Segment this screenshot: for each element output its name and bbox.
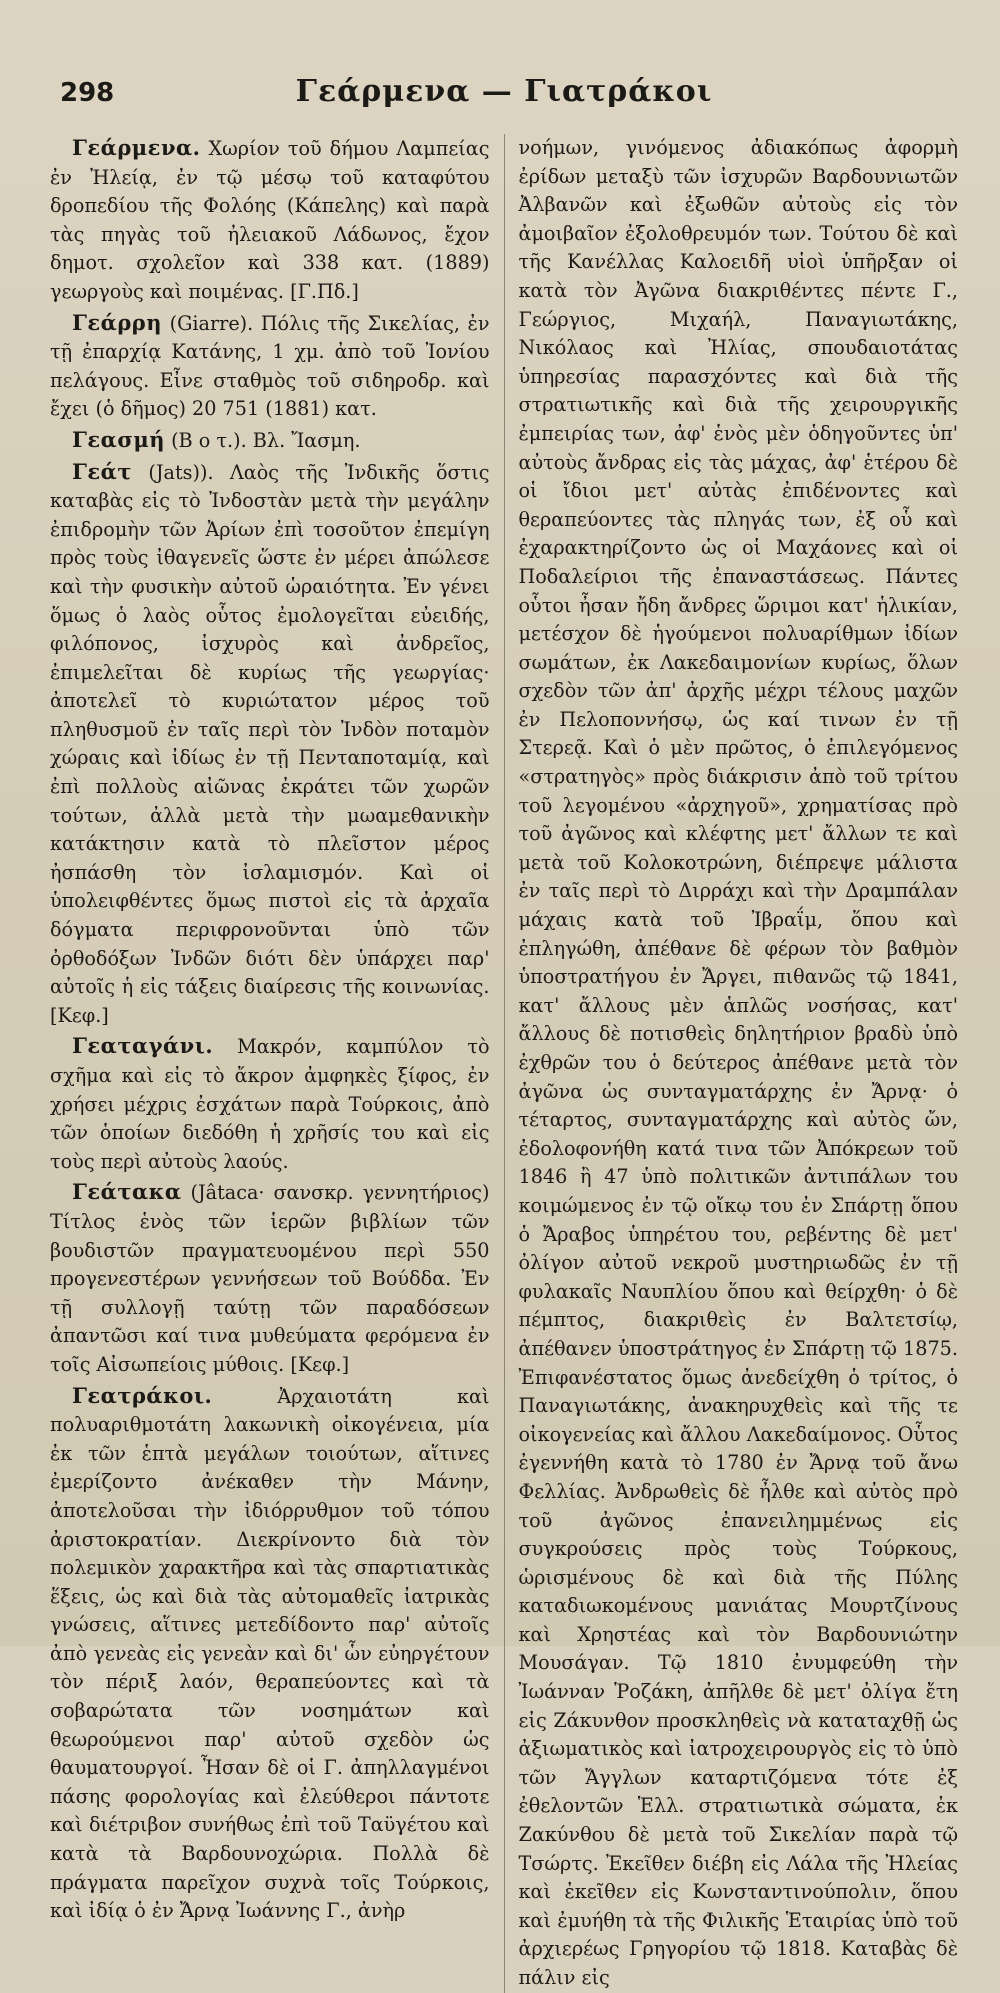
page-header [50, 70, 958, 130]
entry-geasmi [50, 426, 490, 456]
entry-geataka [50, 1178, 490, 1379]
entry-text: (Giarre). Πόλις τῆς Σικελίας, ἐν τῇ ἐπαρχίᾳ Κατάνης, 1 χμ. ἀπὸ τοῦ Ἰονίου πελάγους. Εἶνε σταθμὸς τοῦ σιδηροδρ. καὶ ἔχει (ὁ δῆμος) 20 751 (1881) κατ. [50, 311, 490, 421]
page-number: 298 [60, 78, 115, 108]
entry-text: (Jats)). Λαὸς τῆς Ἰνδικῆς ὅστις καταβὰς εἰς τὸ Ἰνδοστὰν μετὰ τὴν μεγάλην ἐπιδρομὴν τῶν Ἀρίων ἐπὶ τοσοῦτον ἐπεμίγη πρὸς τοὺς ἰθαγενεῖς ὥστε ἐν μέρει ἀπώλεσε καὶ τὴν φυσικὴν αὐτοῦ ὡραιότητα. Ἐν γένει ὅμως ὁ λαὸς οὗτος ἐμολογεῖται εὐειδής, φιλόπονος, ἰσχυρὸς καὶ ἀνδρεῖος, ἐπιμελεῖται δὲ κυρίως τῆς γεωργίας· ἀποτελεῖ τὸ κυριώτατον μέρος τοῦ πληθυσμοῦ ἐν ταῖς περὶ τὸν Ἰνδὸν ποταμὸν χώραις καὶ ἰδίως ἐν τῇ Πενταποταμίᾳ, καὶ ἐπὶ πολλοὺς αἰῶνας ἐκράτει τῶν χωρῶν τούτων, ἀλλὰ μετὰ τὴν μωαμεθανικὴν κατάκτησιν κατὰ τὸ πλεῖστον μέρος ἠσπάσθη τὸν ἰσλαμισμόν. Καὶ οἱ ὑπολειφθέντες ὅμως πιστοὶ εἰς τὰ ἀρχαῖα δόγματα περιφρονοῦνται ὑπὸ τῶν ὀρθοδόξων Ἰνδῶν διότι δὲν ὑπάρχει παρ' αὐτοῖς ἡ εἰς τάξεις διαίρεσις τῆς κοινωνίας. [Κεφ.] [50, 460, 490, 1027]
lemma: Γεατράκοι. [72, 1382, 213, 1408]
lemma: Γεαταγάνι. [72, 1033, 214, 1059]
entry-geatagani [50, 1032, 490, 1176]
lemma: Γεάτ [72, 458, 132, 484]
entry-continuation: νοήμων, γινόμενος ἀδιακόπως ἀφορμὴ ἐρίδων μεταξὺ τῶν ἰσχυρῶν Βαρδουνιωτῶν Ἀλβανῶν καὶ ἐξωθῶν αὐτοὺς εἰς τὸν ἀμοιβαῖον ἐξολοθρευμόν των. Τούτου δὲ καὶ τῆς Κανέλλας Καλοειδῆ υἱοὶ ὑπῆρξαν οἱ κατὰ τὸν Ἀγῶνα διακριθέντες πέντε Γ., Γεώργιος, Μιχαήλ, Παναγιωτάκης, Νικόλαος καὶ Ἠλίας, σπουδαιοτάτας ὑπηρεσίας παρασχόντες καὶ διὰ τῆς στρατιωτικῆς καὶ διὰ τῆς χειρουργικῆς ἐμπειρίας των, ἀφ' ἑνὸς μὲν ὁδηγοῦντες ὑπ' αὐτοὺς ἄνδρας εἰς τὰς μάχας, ἀφ' ἑτέρου δὲ οἱ ἴδιοι μετ' αὐτὰς ἐπιδένοντες καὶ θεραπεύοντες τὰς πληγάς των, ἐξ οὗ καὶ ἐχαρακτηρίζοντο ὡς οἱ Μαχάονες καὶ οἱ Ποδαλείριοι τῆς ἐπαναστάσεως. Πάντες οὗτοι ἦσαν ἤδη ἄνδρες ὥριμοι κατ' ἡλικίαν, μετέσχον δὲ ἡγούμενοι πολυαρίθμων ἰδίων σωμάτων, ἐκ Λακεδαιμονίων κυρίως, ὅλων σχεδὸν τῶν ἀπ' ἀρχῆς μέχρι τέλους μαχῶν ἐν Πελοποννήσῳ, ὡς καί τινων ἐν τῇ Στερεᾷ. Καὶ ὁ μὲν πρῶτος, ὁ ἐπιλεγόμενος «στρατηγὸς» πρὸς διάκρισιν ἀπὸ τοῦ τρίτου τοῦ λεγομένου «ἀρχηγοῦ», χρηματίσας πρὸ τοῦ ἀγῶνος καὶ κλέφτης μετ' ἄλλων τε καὶ μετὰ τοῦ Κολοκοτρώνη, διέπρεψε μάλιστα ἐν ταῖς περὶ τὸ Διρράχι καὶ τὴν Δραμπάλαν μάχαις κατὰ τοῦ Ἰβραΐμ, ὅπου καὶ ἐπληγώθη, ἀπέθανε δὲ φέρων τὸν βαθμὸν ὑποστρατήγου ἐν Ἄργει, πιθανῶς τῷ 1841, κατ' ἄλλους μὲν ἁπλῶς νοσήσας, κατ' ἄλλους δὲ ποτισθεὶς δηλητήριον βραδὺ ὑπὸ ἐχθρῶν του ὁ δεύτερος ἀπέθανε μετὰ τὸν ἀγῶνα ὡς συνταγματάρχης ἐν Ἄρνᾳ· ὁ τέταρτος, συνταγματάρχης καὶ αὐτὸς ὤν, ἐδολοφονήθη κατά τινα τῶν Ἀπόκρεων τοῦ 1846 ἢ 47 ὑπὸ πολιτικῶν ἀντιπάλων του κοιμώμενος ἐν τῷ οἴκῳ του ἐν Σπάρτῃ ὅπου ὁ Ἄραβος ὑπηρέτου του, ρεβέντης δὲ μετ' ὀλίγον αὐτοῦ νεκροῦ μυστηριωδῶς ἐν τῇ φυλακαῖς Ναυπλίου ὅπου καὶ θείρχθη· ὁ δὲ πέμπτος, διακριθεὶς ἐν Βαλτετσίῳ, ἀπέθανεν ὑποστράτηγος ἐν Σπάρτῃ τῷ 1875. Ἐπιφανέστατος ὅμως ἀνεδείχθη ὁ τρίτος, ὁ Παναγιωτάκης, ἀνακηρυχθεὶς καὶ τῆς τε οἰκογενείας καὶ ἄλλου Λακεδαίμονος. Οὗτος ἐγεννήθη κατὰ τὸ 1780 ἐν Ἄρνᾳ τοῦ ἄνω Φελλίας. Ἀνδρωθεὶς δὲ ἦλθε καὶ αὐτὸς πρὸ τοῦ ἀγῶνος ἐπανειλημμένως εἰς συγκρούσεις πρὸς τοὺς Τούρκους, ὡρισμένους δὲ καὶ διὰ τῆς Πύλης καταδιωκομένους μανιάτας Μουρτζίνους καὶ Χρηστέας καὶ τὸν Βαρδουνιώτην Μουσάγαν. Τῷ 1810 ἐνυμφεύθη τὴν Ἰωάνναν Ῥοζάκη, ἀπῆλθε δὲ μετ' ὀλίγα ἔτη εἰς Ζάκυνθον προσκληθεὶς νὰ καταταχθῇ ὡς ἀξιωματικὸς καὶ ἰατροχειρουργὸς εἰς τὸ ὑπὸ τῶν Ἄγγλων καταρτιζόμενα τότε ἐξ ἐθελοντῶν Ἑλλ. στρατιωτικὰ σώματα, ἐκ Ζακύνθου δὲ μετὰ τοῦ Σικελίαν παρὰ τῷ Τσώρτς. Ἐκεῖθεν διέβη εἰς Λάλα τῆς Ἠλείας καὶ ἐκεῖθεν εἰς Κωνσταντινούπολιν, ὅπου καὶ ἐμυήθη τὰ τῆς Φιλικῆς Ἑταιρίας ὑπὸ τοῦ ἀρχιερέως Γρηγορίου τῷ 1818. Καταβὰς δὲ πάλιν εἰς [518, 136, 958, 1989]
lemma: Γεάρρη [72, 309, 163, 335]
lemma: Γεάτακα [72, 1179, 182, 1205]
entry-text: Χωρίον τοῦ δήμου Λαμπείας ἐν Ἠλείᾳ, ἐν τῷ μέσῳ τοῦ καταφύτου δροπεδίου τῆς Φολόης (Κάπελης) καὶ παρὰ τὰς πηγὰς τοῦ ἠλειακοῦ Λάδωνος, ἔχον δημοτ. σχολεῖον καὶ 338 κατ. (1889) γεωργοὺς καὶ ποιμένας. [Γ.Πδ.] [50, 137, 490, 303]
entry-geatrakoi [50, 1382, 490, 1926]
left-column [50, 134, 490, 1993]
running-head: Γεάρμενα — Γιατράκοι [295, 74, 713, 109]
right-column [504, 134, 959, 1993]
entry-text: (Jâtaca· σανσκρ. γεννητήριος) Τίτλος ἑνὸς τῶν ἱερῶν βιβλίων τῶν βουδιστῶν πραγματευομένου περὶ 550 προγενεστέρων γεννήσεων τοῦ Βούδδα. Ἐν τῇ συλλογῇ ταύτῃ τῶν παραδόσεων ἀπαντῶσι καί τινα μυθεύματα φερόμενα ἐν τοῖς Αἰσωπείοις μύθοις. [Κεφ.] [50, 1181, 490, 1376]
lemma: Γεασμή [72, 426, 165, 452]
lemma: Γεάρμενα. [72, 135, 201, 160]
entry-gearri [50, 309, 490, 424]
entry-geat [50, 458, 490, 1031]
entry-text: (Β ο τ.). Βλ. Ἴασμη. [164, 428, 361, 452]
entry-text: Μακρόν, καμπύλον τὸ σχῆμα καὶ εἰς τὸ ἄκρον ἀμφηκὲς ξίφος, ἐν χρήσει μέχρις ἐσχάτων παρὰ Τούρκοις, ἀπὸ τῶν ὁποίων διεδόθη ἡ χρῆσίς του καὶ εἰς τοὺς περὶ αὐτοὺς λαούς. [50, 1035, 490, 1173]
entry-text: Ἀρχαιοτάτη καὶ πολυαριθμοτάτη λακωνικὴ οἰκογένεια, μία ἐκ τῶν ἑπτὰ μεγάλων τοιούτων, αἵτινες ἐμερίζοντο ἀνέκαθεν τὴν Μάνην, ἀποτελοῦσαι τὴν ἰδιόρρυθμον τοῦ τόπου ἀριστοκρατίαν. Διεκρίνοντο διὰ τὸν πολεμικὸν χαρακτῆρα καὶ τὰς σπαρτιατικὰς ἕξεις, ὡς καὶ διὰ τὰς αὐτομαθεῖς ἰατρικὰς γνώσεις, αἵτινες μετεδίδοντο παρ' αὐτοῖς ἀπὸ γενεὰς εἰς γενεὰν καὶ δι' ὧν εὐηργέτουν τὸν πέριξ λαόν, θεραπεύοντες καὶ τὰ σοβαρώτατα τῶν νοσημάτων καὶ θεωρούμενοι παρ' αὐτοῦ σχεδὸν ὡς θαυματουργοί. Ἦσαν δὲ οἱ Γ. ἀπηλλαγμένοι πάσης φορολογίας καὶ ἐλεύθεροι πάντοτε καὶ διέτριβον συνήθως ἐπὶ τοῦ Ταϋγέτου καὶ κατὰ τὰ Βαρδουνοχώρια. Πολλὰ δὲ πράγματα παρεῖχον συχνὰ τοῖς Τούρκοις, καὶ ἰδίᾳ ὁ ἐν Ἄρνᾳ Ἰωάννης Γ., ἀνὴρ [50, 1384, 490, 1923]
entry-gearmena [50, 134, 490, 307]
text-columns [50, 134, 958, 1993]
